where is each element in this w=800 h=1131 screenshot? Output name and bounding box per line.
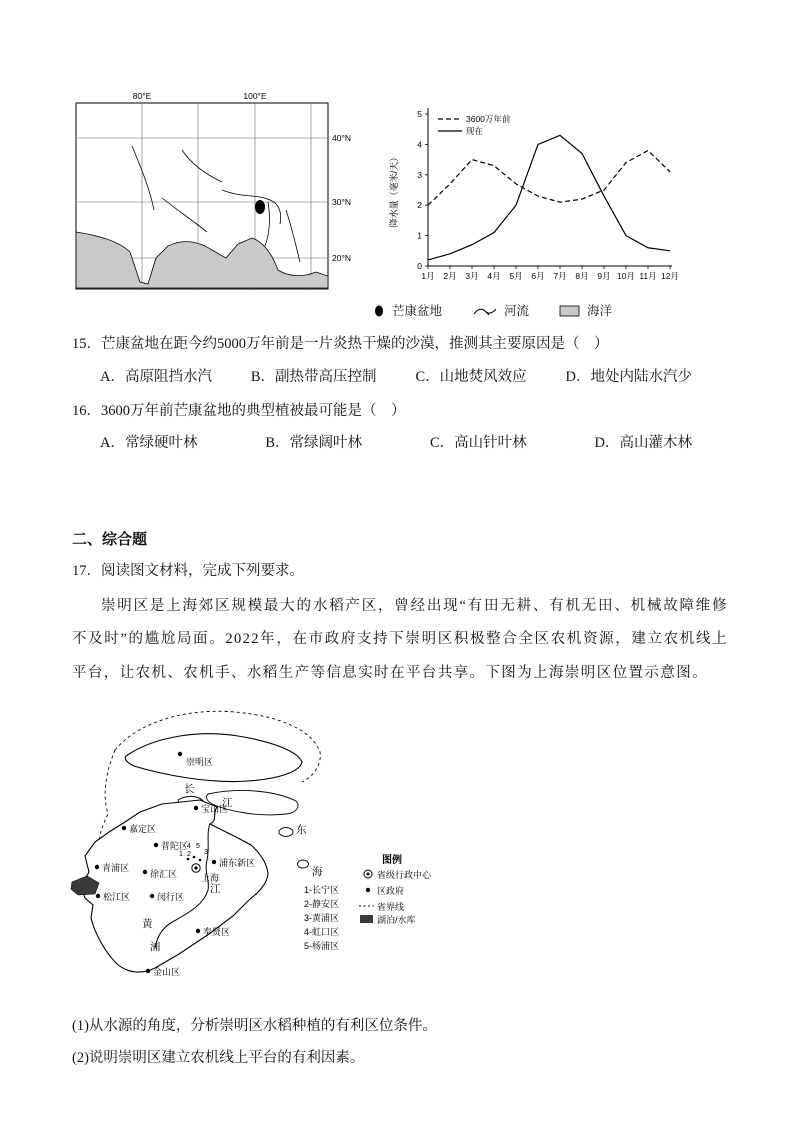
svg-text:6月: 6月: [531, 271, 545, 281]
label-putuo: 普陀区: [161, 841, 189, 852]
svg-text:0: 0: [417, 261, 422, 271]
label-jiading: 嘉定区: [129, 824, 157, 835]
dot-putuo: [154, 843, 158, 847]
dot-fengxian: [196, 929, 200, 933]
provincial-capital-symbol: [192, 864, 200, 872]
lake-icon: [360, 915, 373, 923]
series-现在: [428, 135, 670, 260]
basin-icon: [372, 303, 386, 318]
figure-row: [72, 90, 728, 301]
shanghai-map-figure: [60, 702, 728, 1007]
question-16: [72, 398, 728, 426]
svg-text:7月: 7月: [553, 271, 567, 281]
river-icon: [472, 303, 498, 318]
dot-xuhui: [143, 870, 147, 874]
map-legend: [359, 853, 432, 925]
dot-minhang: [150, 894, 154, 898]
q16-option-a: A．常绿硬叶林: [100, 435, 198, 452]
label-pudong: 浦东新区: [219, 858, 256, 869]
legend-item-ocean: [559, 301, 612, 319]
label-chang: 长: [184, 784, 195, 796]
dot-central-2: [193, 856, 196, 859]
svg-text:3: 3: [417, 169, 422, 180]
mangkang-basin-marker: [255, 200, 265, 214]
label-chongming: 崇明区: [186, 757, 214, 768]
lat-label-30n: 30°N: [332, 197, 351, 207]
svg-text:4月: 4月: [487, 271, 501, 281]
precip-chart: [386, 96, 686, 296]
q17-sub2: (2)说明崇明区建立农机线上平台的有利因素。: [72, 1050, 365, 1067]
chart-wrap: [386, 96, 686, 301]
numbered-item-2: 2-静安区: [304, 899, 340, 910]
svg-text:8月: 8月: [575, 271, 589, 281]
ocean-icon: [559, 303, 581, 318]
label-num-5: 5: [196, 843, 200, 851]
legend-series-now: 现在: [466, 126, 484, 136]
label-huang: 黄: [142, 919, 153, 931]
label-jinshan: 金山区: [153, 967, 181, 978]
dot-pudong: [212, 860, 216, 864]
svg-text:11月: 11月: [639, 271, 657, 281]
q17-sub1: (1)从水源的角度，分析崇明区水稻种植的有利区位条件。: [72, 1018, 437, 1035]
svg-text:1月: 1月: [421, 271, 435, 281]
dot-jiading: [122, 826, 126, 830]
label-songjiang: 松江区: [103, 892, 131, 903]
dot-songjiang: [96, 894, 100, 898]
chart-ylabel: 降水量（毫米/天）: [389, 152, 399, 228]
label-num-2: 2: [187, 851, 191, 859]
q16-option-c: C．高山针叶林: [429, 435, 527, 452]
dot-central-3: [199, 859, 202, 862]
district-gov-icon: [366, 888, 370, 892]
lat-label-40n: 40°N: [332, 133, 351, 143]
svg-text:2: 2: [417, 200, 422, 211]
label-xuhui: 徐汇区: [150, 869, 178, 880]
lon-label-80e: 80°E: [132, 91, 152, 101]
lat-label-20n: 20°N: [332, 253, 351, 263]
lon-label-100e: 100°E: [243, 91, 267, 101]
numbered-item-3: 3-黄浦区: [304, 913, 340, 924]
label-fengxian: 奉贤区: [203, 927, 231, 938]
q15-options: [100, 365, 692, 386]
label-qingpu: 青浦区: [102, 863, 130, 874]
numbered-item-5: 5-杨浦区: [304, 941, 340, 952]
dot-qingpu: [95, 865, 99, 869]
label-baoshan: 宝山区: [201, 804, 229, 815]
q15-option-c: C．山地焚风效应: [415, 368, 527, 385]
q17-intro-text: 阅读图文材料，完成下列要求。: [101, 563, 304, 580]
legend-lake-label: 湖泊/水库: [377, 915, 416, 926]
label-shanghai: 上海: [201, 873, 220, 884]
q15-option-d: D．地处内陆水汽少: [565, 368, 692, 385]
dot-baoshan: [194, 806, 198, 810]
q16-number: 16．: [72, 402, 101, 419]
svg-text:1: 1: [417, 230, 422, 241]
label-hai: 海: [312, 867, 323, 879]
figure-legend: [372, 301, 728, 319]
dot-central-1: [187, 858, 190, 861]
dot-jinshan: [146, 969, 150, 973]
q16-text: 3600万年前芒康盆地的典型植被最可能是（ ）: [101, 402, 406, 419]
legend-provline-label: 省界线: [377, 902, 405, 913]
series-3600万年前: [428, 150, 670, 205]
legend-district-label: 区政府: [377, 886, 405, 897]
svg-text:2月: 2月: [443, 271, 457, 281]
dot-chongming: [178, 752, 182, 756]
question-15: [72, 331, 728, 359]
shanghai-mainland: [81, 800, 268, 972]
svg-text:12月: 12月: [661, 271, 679, 281]
chongming-island: [125, 734, 302, 782]
label-jiang-yangtze: 江: [222, 798, 233, 810]
q15-option-b: B．副热带高压控制: [250, 368, 377, 385]
legend-item-river: [472, 301, 529, 319]
q16-option-b: B．常绿阔叶林: [265, 435, 363, 452]
question-17: [72, 557, 728, 586]
q16-options: [100, 431, 692, 452]
q17-number: 17．: [72, 563, 101, 580]
q16-option-d: D．高山灌木林: [594, 435, 692, 452]
legend-item-basin: [372, 301, 442, 319]
q15-text: 芒康盆地在距今约5000万年前是一片炎热干燥的沙漠，推测其主要原因是（ ）: [101, 336, 609, 352]
svg-text:9月: 9月: [597, 271, 611, 281]
legend-capital-label: 省级行政中心: [377, 870, 432, 881]
section-title: 二、综合题: [72, 532, 148, 549]
numbered-item-4: 4-虹口区: [304, 927, 340, 938]
label-num-1: 1: [179, 851, 183, 859]
label-num-4: 4: [187, 843, 191, 851]
q15-option-a: A．高原阻挡水汽: [100, 368, 212, 385]
shanghai-map: [60, 702, 500, 1002]
numbered-district-list: [304, 884, 339, 951]
legend-ocean-label: 海洋: [587, 304, 613, 318]
label-jiang-huangpu: 江: [210, 884, 221, 896]
label-pu: 浦: [150, 942, 161, 954]
label-minhang: 闵行区: [157, 892, 185, 903]
label-dong: 东: [296, 825, 307, 837]
legend-series-past: 3600万年前: [466, 114, 511, 124]
numbered-item-1: 1-长宁区: [304, 885, 340, 896]
map-legend-title: 图例: [382, 855, 402, 867]
label-num-3: 3: [204, 849, 208, 857]
svg-text:3月: 3月: [465, 271, 479, 281]
svg-text:5: 5: [417, 109, 422, 119]
precip-chart-plot: [417, 109, 679, 281]
svg-text:4: 4: [417, 139, 422, 150]
svg-text:10月: 10月: [617, 271, 635, 281]
svg-text:5月: 5月: [509, 271, 523, 281]
chart-legend: [438, 114, 511, 136]
legend-basin-label: 芒康盆地: [392, 304, 443, 318]
q17-material-paragraph: 崇明区是上海郊区规模最大的水稻产区，曾经出现“有田无耕、有机无田、机械故障维修不及时”的尴尬局面。2022年，在市政府支持下崇明区积极整合全区农机资源，建立农机线上平台，让农机、农机手、水稻生产等信息实时在平台共享。下图为上海崇明区位置示意图。: [72, 598, 728, 681]
legend-river-label: 河流: [504, 304, 530, 318]
region-map: [72, 90, 364, 298]
capital-symbol-dot: [367, 873, 370, 876]
q15-number: 15．: [72, 336, 101, 352]
